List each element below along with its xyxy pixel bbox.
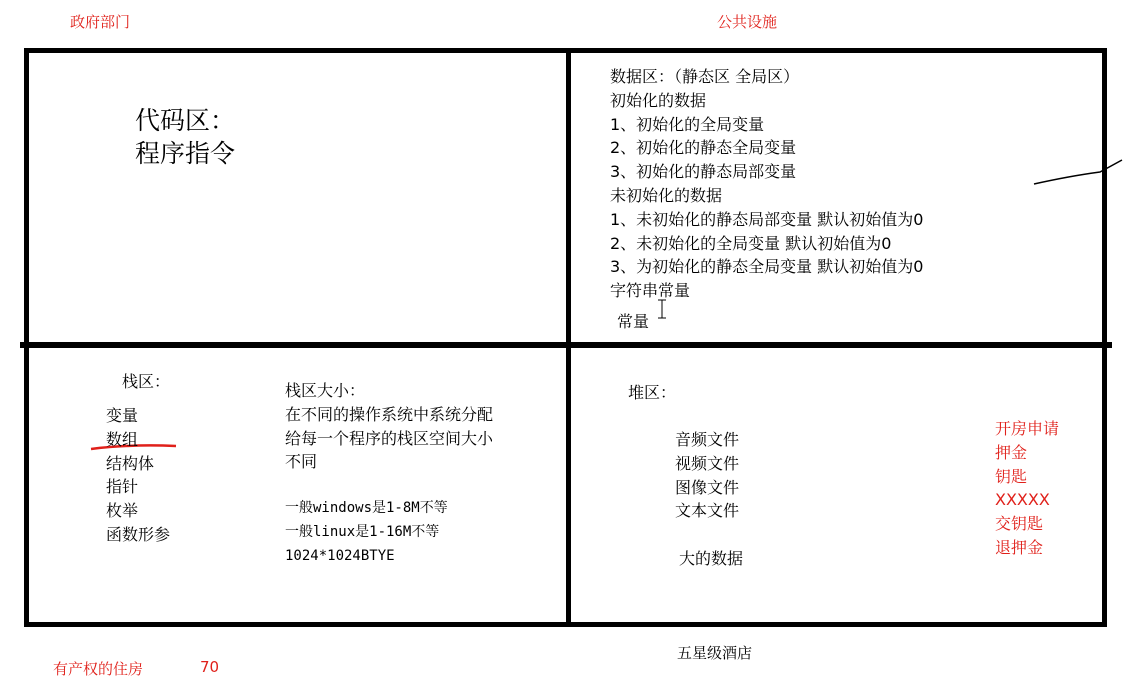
stack-size-line: 不同 <box>285 452 318 472</box>
stack-os-line: 一般windows是1-8M不等 <box>285 500 448 516</box>
label-government: 政府部门 <box>70 13 131 31</box>
stack-size-line: 给每一个程序的栈区空间大小 <box>285 428 494 448</box>
stack-area-items <box>106 404 170 547</box>
stack-size-note <box>285 379 493 474</box>
label-owned-house: 有产权的住房 <box>53 660 144 678</box>
data-area-line: 1、未初始化的静态局部变量 默认初始值为0 <box>610 209 924 229</box>
data-area-line: 初始化的数据 <box>610 90 707 110</box>
hotel-step: XXXXX <box>995 490 1050 510</box>
data-area-list <box>610 65 923 303</box>
stack-item: 枚举 <box>106 501 139 521</box>
data-area-line: 3、为初始化的静态全局变量 默认初始值为0 <box>610 257 924 277</box>
data-area-line: 1、初始化的全局变量 <box>610 114 765 134</box>
heap-area-title: 堆区： <box>628 383 677 402</box>
hotel-steps-list <box>995 417 1059 560</box>
hotel-step: 交钥匙 <box>995 514 1044 534</box>
data-area-line: 未初始化的数据 <box>610 185 723 205</box>
stack-item: 数组 <box>106 429 139 449</box>
hotel-step: 钥匙 <box>995 466 1028 486</box>
data-area-constant: 常量 <box>617 312 650 331</box>
code-area-text <box>135 104 235 170</box>
stack-item: 指针 <box>106 477 139 497</box>
stack-item: 变量 <box>106 406 139 425</box>
stack-size-line: 栈区大小： <box>285 381 366 400</box>
stack-area-title: 栈区： <box>122 372 171 391</box>
data-area-line: 数据区：（静态区 全局区） <box>610 67 800 86</box>
stack-size-line: 在不同的操作系统中系统分配 <box>285 404 494 424</box>
heap-file-item: 音频文件 <box>675 430 740 449</box>
label-owned-house-years: 70 <box>200 658 220 676</box>
heap-file-item: 文本文件 <box>675 501 740 521</box>
code-area-title: 代码区： <box>135 106 236 135</box>
heap-file-list <box>675 428 739 523</box>
data-area-line: 3、初始化的静态局部变量 <box>610 162 797 182</box>
hotel-step: 押金 <box>995 442 1028 462</box>
hotel-step: 退押金 <box>995 537 1044 557</box>
data-area-line: 2、未初始化的全局变量 默认初始值为0 <box>610 233 892 253</box>
label-public-facilities: 公共设施 <box>717 13 778 31</box>
stack-os-note <box>285 497 448 568</box>
stack-os-line: 1024*1024BTYE <box>285 547 395 564</box>
data-area-line: 字符串常量 <box>610 281 691 301</box>
heap-big-data: 大的数据 <box>679 549 744 568</box>
stack-item: 函数形参 <box>106 524 171 544</box>
heap-file-item: 视频文件 <box>675 453 740 473</box>
code-area-subtitle: 程序指令 <box>135 139 236 168</box>
data-area-line: 2、初始化的静态全局变量 <box>610 138 797 158</box>
label-five-star-hotel: 五星级酒店 <box>677 644 753 662</box>
hotel-step: 开房申请 <box>995 419 1060 438</box>
stack-os-line: 一般linux是1-16M不等 <box>285 523 440 540</box>
heap-file-item: 图像文件 <box>675 477 740 497</box>
pen-stroke <box>1034 160 1122 184</box>
stack-item: 结构体 <box>106 453 155 473</box>
